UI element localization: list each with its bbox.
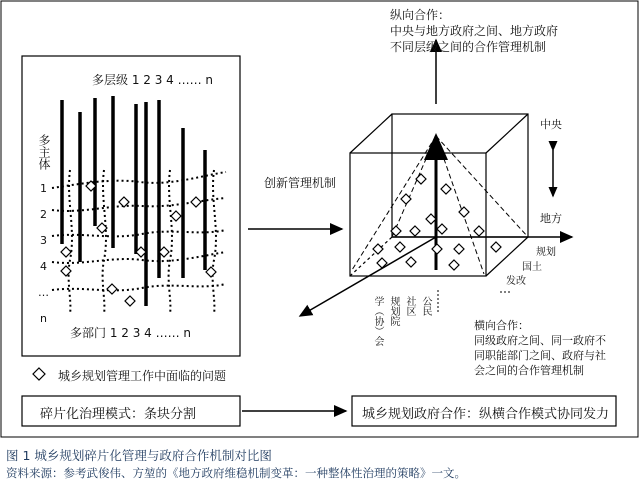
actor-label-institute: 规划院 [388,296,399,326]
horizontal-cooperation-title: 横向合作： [474,319,529,332]
left-panel-box [22,56,240,356]
vertical-cooperation-line1: 中央与地方政府之间、地方政府 [390,24,559,38]
horizontal-cooperation-line1: 同级政府之间、同一政府不 [474,334,606,347]
vertical-bars [62,96,205,306]
dept-label-land: 国土 [522,262,542,273]
vertical-cooperation-title: 纵向合作： [390,8,451,22]
fragmented-governance-label: 碎片化治理模式：条块分割 [40,407,197,422]
axis-label-local: 地方 [540,212,562,225]
legend-text: 城乡规划管理工作中面临的问题 [58,369,227,383]
actor-dashes [438,290,512,312]
multi-level-label: 多层级 1 2 3 4 …… n [92,73,214,87]
vertical-cooperation-line2: 不同层级之间的合作管理机制 [390,40,547,54]
horizontal-cooperation-line3: 会之间的合作管理机制 [474,364,584,377]
cooperation-model-label: 城乡规划政府合作：纵横合作模式协同发力 [362,407,610,422]
figure-source: 资料来源：参考武俊伟、方堃的《地方政府维稳机制变革：一种整体性治理的策略》一文。 [6,466,466,480]
dotted-department-lines [52,172,226,290]
figure-caption: 图 1 城乡规划碎片化管理与政府合作机制对比图 [6,448,272,463]
legend-diamond [33,368,45,380]
multi-actor-numbers: 1 2 3 4 … n [37,182,50,325]
horizontal-cooperation-line2: 同职能部门之间、政府与社 [474,349,606,362]
innovation-mechanism-label: 创新管理机制 [264,176,337,190]
axis-label-center: 中央 [540,118,562,131]
problem-diamonds [61,181,216,306]
actor-label-citizen: 公民 [420,296,431,316]
dept-label-planning: 规划 [536,247,556,258]
actor-label-association: 学（协）会 [372,296,383,346]
dotted-vertical-lines [69,170,216,314]
dept-label-development: 发改 [506,276,526,287]
multi-department-label: 多部门 1 2 3 4 …… n [70,326,192,340]
actor-label-community: 社区 [404,296,415,316]
multi-actor-title: 多主体 [37,134,51,170]
